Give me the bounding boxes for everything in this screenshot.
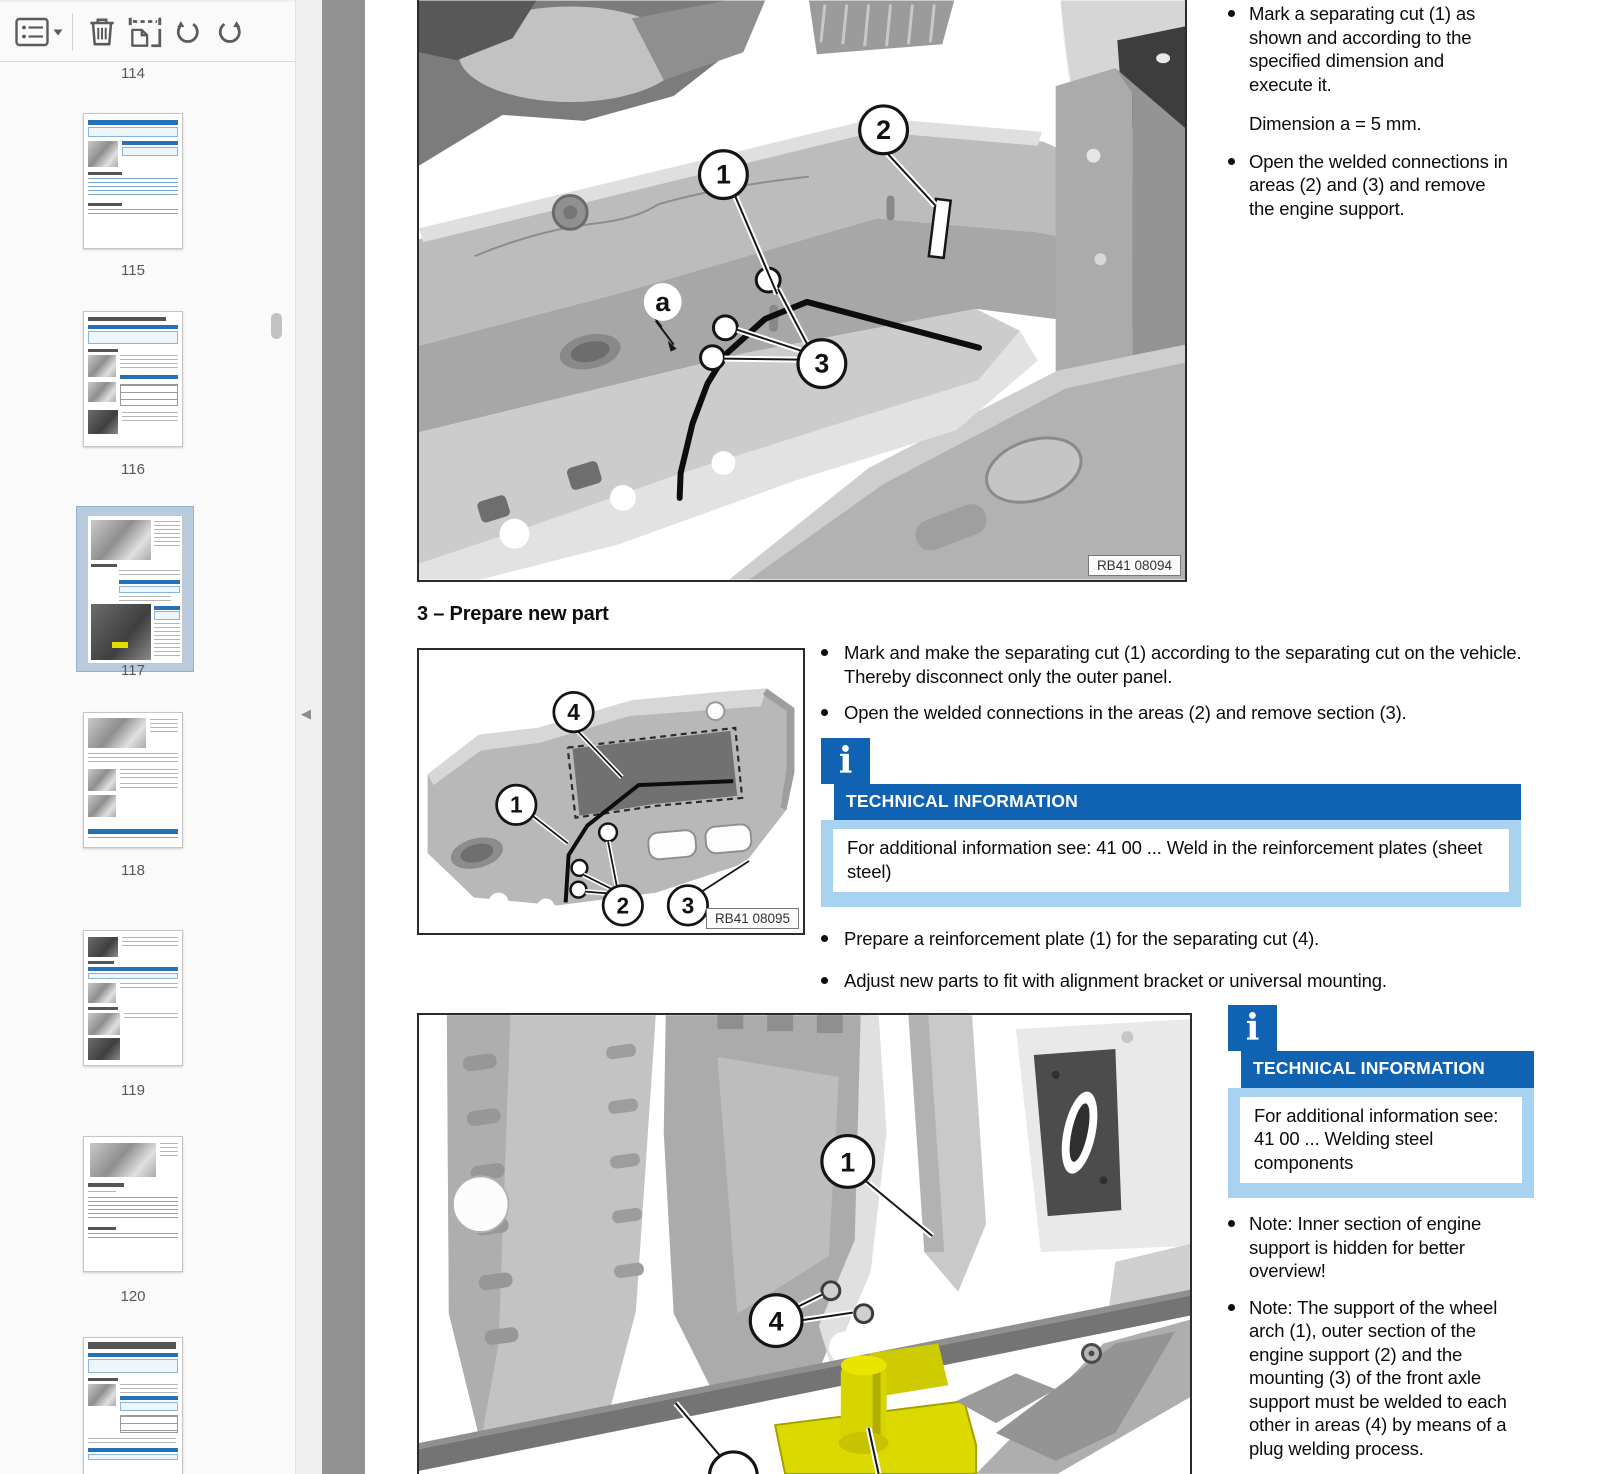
preview-block [88, 718, 146, 748]
thumbnail-sidebar [0, 0, 296, 1474]
dimension-a-marker [644, 283, 682, 321]
page-number-label: 117 [121, 662, 145, 679]
undo-button[interactable] [167, 13, 209, 51]
toolbar-divider [72, 13, 73, 51]
preview-block [88, 325, 178, 329]
callout-3-label: 3 [681, 892, 695, 919]
technical-information-box [821, 738, 1521, 908]
section-heading: 3 – Prepare new part [417, 603, 609, 625]
preview-block [88, 1013, 120, 1035]
chevron-down-icon [54, 29, 63, 35]
instruction-bullet [1225, 2, 1511, 96]
page-number-label: 118 [121, 862, 145, 879]
instruction-bullet [818, 969, 1524, 993]
preview-block [154, 611, 180, 620]
callout-1-label: 1 [510, 791, 523, 818]
extract-pages-icon [126, 14, 164, 50]
preview-block [119, 580, 180, 584]
sidebar-toolbar [0, 0, 295, 62]
preview-block [88, 120, 178, 125]
callout-4-label: 4 [567, 699, 580, 726]
note-text: Note: The support of the wheel arch (1), outer section of the engine support (2) and the mounting (3) of the front axle support must be welded to each other in areas (4) by means of a plug welding process. [1249, 1296, 1507, 1459]
preview-block [119, 586, 180, 593]
preview-block [88, 1197, 178, 1221]
extract-pages-button[interactable] [123, 12, 167, 52]
technical-illustration [419, 650, 803, 933]
page-number-label: 114 [121, 65, 145, 82]
callout-4-label: 4 [768, 1306, 784, 1337]
thumbnail-view-toggle-button[interactable] [12, 14, 66, 50]
instruction-text: Adjust new parts to fit with alignment bracket or universal mounting. [844, 969, 1387, 991]
preview-block [88, 410, 118, 434]
preview-block [112, 642, 128, 648]
note-text: Note: Inner section of engine support is hidden for better overview! [1249, 1213, 1482, 1281]
preview-block [88, 1183, 124, 1187]
instructions-right-column [1225, 2, 1511, 236]
callout-2-label: 2 [876, 114, 892, 145]
preview-block [88, 1342, 176, 1349]
instruction-text: Open the welded connections in the areas (2) and remove section (3). [844, 702, 1407, 723]
collapse-sidebar-arrow-icon[interactable]: ◀ [301, 706, 311, 721]
page-number-label: 119 [121, 1082, 145, 1099]
info-icon: i [821, 738, 870, 784]
figure-label: RB41 08094 [1088, 555, 1181, 576]
preview-block [88, 1448, 178, 1452]
preview-block [88, 983, 116, 1003]
document-page [365, 0, 1599, 1474]
preview-block [122, 147, 178, 156]
preview-block [88, 1227, 116, 1230]
thumbnail-page-116[interactable] [83, 311, 183, 447]
callout-3 [798, 340, 846, 388]
thumbnail-page-117-selected[interactable] [76, 506, 194, 672]
preview-block [150, 719, 178, 733]
preview-block [120, 375, 178, 379]
preview-block [88, 961, 114, 964]
preview-block [88, 317, 166, 321]
instructions-bottom-right-column [1225, 1002, 1537, 1474]
callout-3-label: 3 [814, 348, 830, 379]
preview-block [120, 783, 178, 789]
thumbnail-list [0, 62, 295, 1474]
dimension-a-label: a [655, 286, 671, 317]
figure-welded-assembly [417, 1013, 1192, 1474]
page-number-label: 120 [120, 1288, 146, 1305]
preview-block [88, 937, 118, 957]
preview-block [88, 1353, 178, 1357]
callout-2 [860, 106, 908, 154]
preview-block [88, 178, 178, 198]
page-number-label: 116 [121, 461, 145, 478]
technical-information-body [821, 820, 1521, 907]
callout-1-label: 1 [840, 1147, 856, 1178]
preview-block [120, 1415, 178, 1433]
preview-block [120, 1402, 178, 1411]
preview-block [88, 1191, 116, 1194]
list-view-icon [15, 16, 63, 48]
technical-illustration [419, 0, 1185, 580]
technical-information-body [1228, 1088, 1534, 1199]
callout-1 [700, 151, 748, 199]
instruction-text: Open the welded connections in areas (2) and (3) and remove the engine support. [1249, 150, 1508, 219]
instruction-bullet [818, 641, 1524, 688]
redo-icon [212, 15, 248, 49]
preview-block [120, 355, 178, 371]
thumbnail-page-115[interactable] [83, 113, 183, 249]
preview-block [120, 384, 178, 406]
redo-button[interactable] [209, 13, 251, 51]
callout-3 [668, 886, 707, 925]
preview-block [120, 769, 178, 778]
preview-block [88, 141, 118, 167]
preview-block [154, 521, 180, 549]
preview-block [124, 1013, 178, 1021]
preview-block [122, 412, 178, 422]
preview-block [88, 172, 122, 175]
preview-block [120, 983, 178, 991]
preview-block [91, 564, 117, 567]
preview-block [88, 753, 178, 765]
preview-block [88, 795, 116, 817]
callout-4 [750, 1295, 802, 1347]
undo-icon [170, 15, 206, 49]
preview-block [88, 382, 116, 402]
preview-block [90, 1143, 156, 1177]
preview-block [88, 1454, 178, 1460]
preview-block [88, 1359, 178, 1373]
dimension-note: Dimension a = 5 mm. [1249, 113, 1422, 134]
instruction-text: Mark a separating cut (1) as shown and according to the specified dimension and execute it. [1249, 3, 1476, 95]
note-bullet [1225, 1296, 1511, 1461]
preview-block [88, 769, 116, 791]
thumbnail-page-118[interactable] [83, 712, 183, 848]
preview-block [88, 967, 178, 971]
thumbnail-page-120[interactable] [83, 1136, 183, 1272]
technical-information-text: For additional information see: 41 00 ... Welding steel components [1240, 1097, 1522, 1184]
delete-page-button[interactable] [81, 12, 123, 52]
preview-block [154, 606, 180, 610]
preview-block [88, 127, 178, 137]
technical-illustration [419, 1015, 1190, 1474]
instruction-text: Prepare a reinforcement plate (1) for the separating cut (4). [844, 928, 1320, 949]
preview-block [88, 1233, 178, 1239]
callout-1 [497, 785, 536, 824]
preview-block [120, 1396, 178, 1400]
instruction-bullet [1225, 150, 1511, 221]
preview-block [88, 1038, 120, 1060]
thumbnail-page-119[interactable] [83, 930, 183, 1066]
preview-block [88, 1438, 176, 1444]
callout-1-label: 1 [715, 159, 731, 190]
preview-block [120, 1384, 178, 1393]
info-icon: i [1228, 1005, 1277, 1051]
technical-information-box [1228, 1005, 1534, 1198]
preview-block [88, 1007, 118, 1010]
instruction-text: Mark and make the separating cut (1) according to the separating cut on the vehicle. Thereby disconnect only the outer panel. [844, 642, 1522, 687]
figure-engine-support-cut [417, 0, 1187, 582]
preview-block [88, 837, 178, 841]
instruction-bullet [818, 927, 1524, 951]
preview-block [88, 203, 122, 206]
preview-block [122, 937, 178, 949]
preview-block [154, 623, 180, 659]
sidebar-splitter [296, 0, 322, 1474]
preview-block [119, 596, 171, 601]
preview-block [88, 331, 178, 344]
callout-2 [603, 886, 642, 925]
preview-block [88, 1384, 116, 1406]
thumbnail-page-121[interactable] [83, 1337, 183, 1474]
preview-block [88, 349, 118, 352]
trash-icon [84, 14, 120, 50]
preview-block [91, 604, 151, 660]
callout-2-label: 2 [616, 892, 630, 919]
preview-block [160, 1143, 178, 1157]
instructions-mid-column [818, 641, 1524, 1005]
preview-block [88, 973, 178, 979]
note-bullet [1225, 1212, 1511, 1283]
preview-block [88, 829, 178, 834]
instruction-bullet [818, 701, 1524, 725]
preview-block [88, 209, 178, 215]
technical-information-title: TECHNICAL INFORMATION [834, 784, 1521, 821]
technical-information-text: For additional information see: 41 00 ... Weld in the reinforcement plates (sheet steel) [833, 829, 1509, 892]
figure-new-part [417, 648, 805, 935]
technical-information-title: TECHNICAL INFORMATION [1241, 1051, 1534, 1088]
preview-block [88, 355, 116, 377]
sidebar-scrollbar-thumb[interactable] [271, 313, 282, 339]
callout-1 [822, 1136, 874, 1188]
preview-block [91, 520, 151, 560]
figure-label: RB41 08095 [706, 908, 799, 929]
thumbnail-page-117[interactable] [87, 515, 183, 664]
preview-block [122, 141, 178, 145]
callout-4 [554, 692, 593, 731]
preview-block [119, 570, 180, 577]
page-number-label: 115 [121, 262, 145, 279]
preview-block [88, 1378, 118, 1381]
